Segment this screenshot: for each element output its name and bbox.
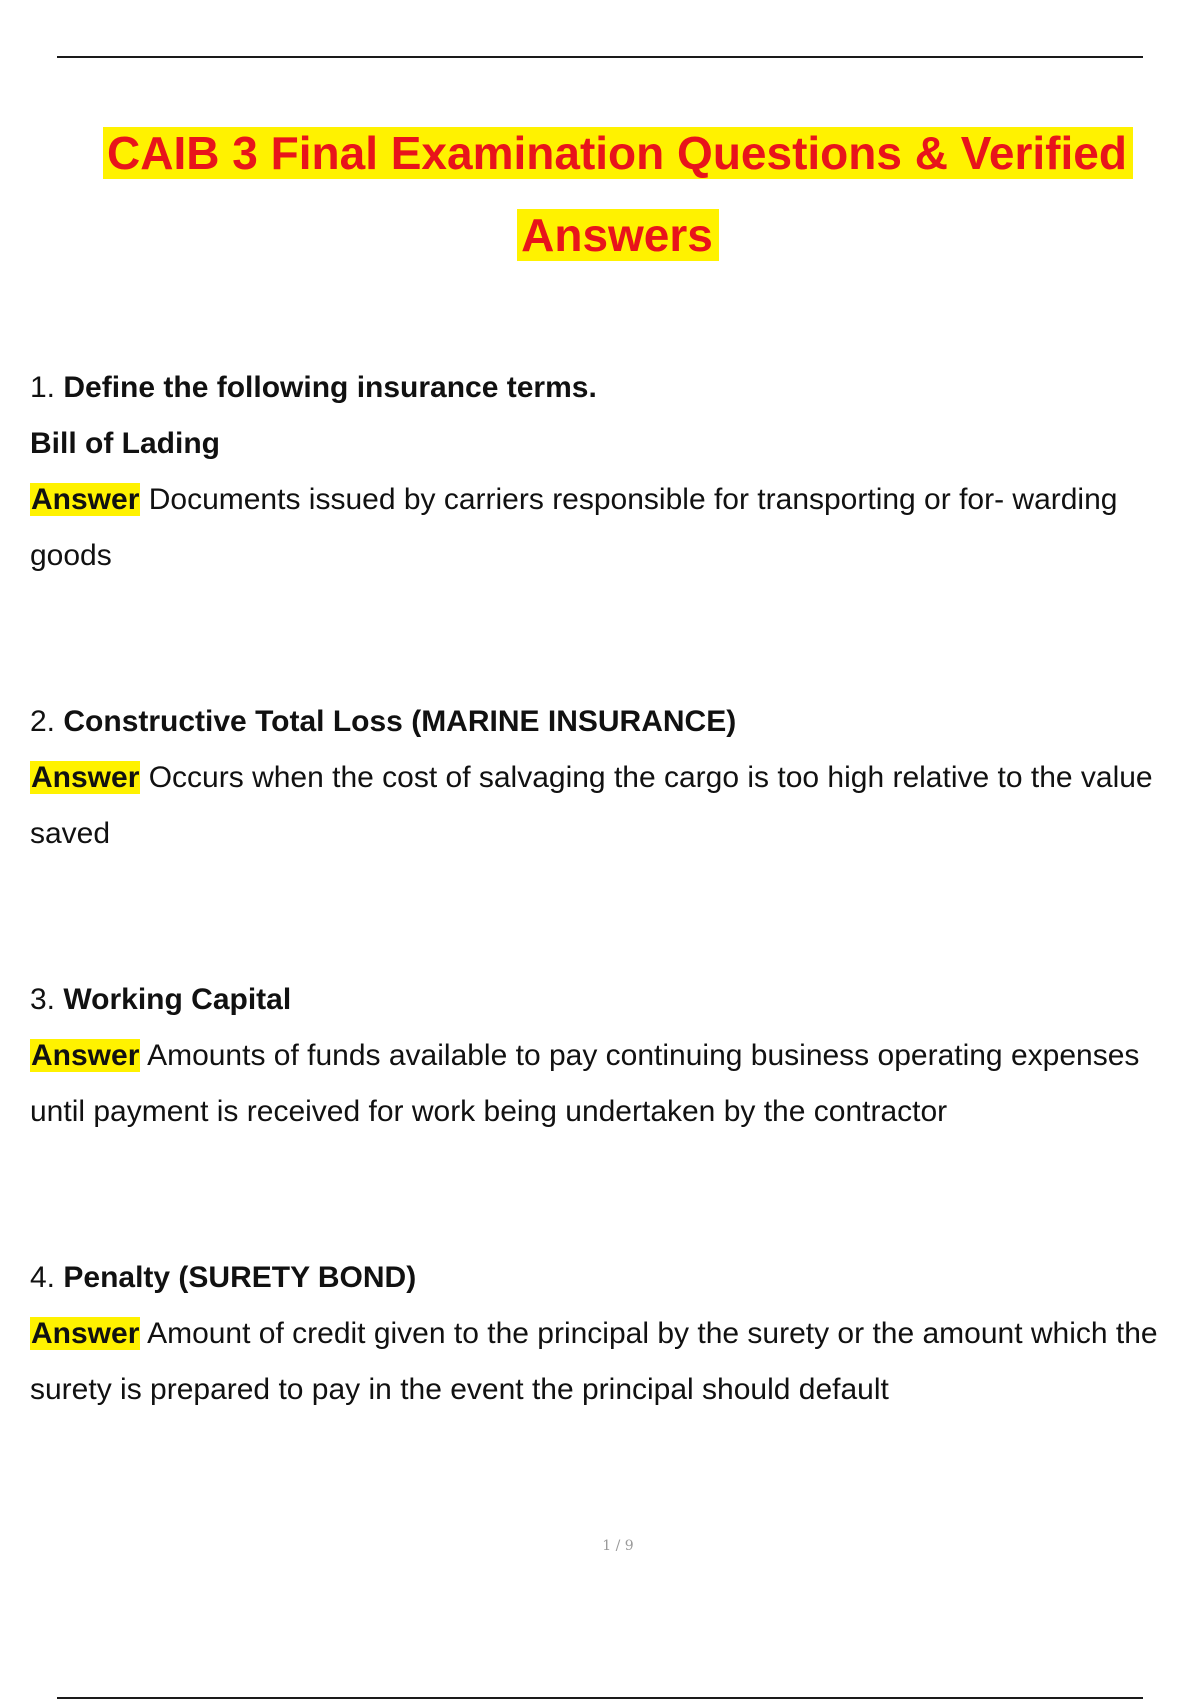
question-number: 3. [30, 983, 56, 1016]
question-number: 1. [30, 371, 56, 404]
answer-label: Answer [31, 1317, 140, 1350]
answer-4 [30, 1306, 1200, 1418]
question-number: 4. [30, 1261, 56, 1294]
qa-item-4 [30, 1250, 1200, 1418]
question-number: 2. [30, 705, 56, 738]
answer-text: Amount of credit given to the principal by the surety or the amount which the surety is prepared to pay in the event the principal should default [30, 1317, 1158, 1406]
answer-1 [30, 472, 1200, 584]
question-2 [30, 694, 1200, 750]
page-number: 1 / 9 [602, 1538, 634, 1554]
answer-label: Answer [31, 761, 140, 794]
answer-text: Amounts of funds available to pay continuing business operating expenses until payment is received for work being undertaken by the contractor [30, 1039, 1140, 1128]
top-rule [57, 56, 1143, 58]
question-1 [30, 360, 1200, 416]
question-text: Constructive Total Loss (MARINE INSURANCE) [63, 705, 737, 738]
answer-2 [30, 750, 1200, 862]
answer-label: Answer [31, 1039, 140, 1072]
answer-text: Occurs when the cost of salvaging the cargo is too high relative to the value saved [30, 761, 1153, 850]
question-text: Working Capital [63, 983, 292, 1016]
qa-item-3 [30, 972, 1200, 1140]
answer-3 [30, 1028, 1200, 1140]
bottom-rule [57, 1697, 1143, 1699]
title-line-1: CAIB 3 Final Examination Questions & Verified [103, 127, 1133, 179]
qa-item-2 [30, 694, 1200, 862]
question-text: Define the following insurance terms. [63, 371, 597, 404]
qa-item-1 [30, 360, 1200, 584]
question-subterm: Bill of Lading [30, 427, 220, 460]
question-4 [30, 1250, 1200, 1306]
question-text: Penalty (SURETY BOND) [63, 1261, 417, 1294]
answer-text: Documents issued by carriers responsible for transporting or for- warding goods [30, 483, 1118, 572]
answer-label: Answer [31, 483, 140, 516]
question-3 [30, 972, 1200, 1028]
document-title [0, 112, 1200, 276]
title-line-2: Answers [517, 209, 719, 261]
